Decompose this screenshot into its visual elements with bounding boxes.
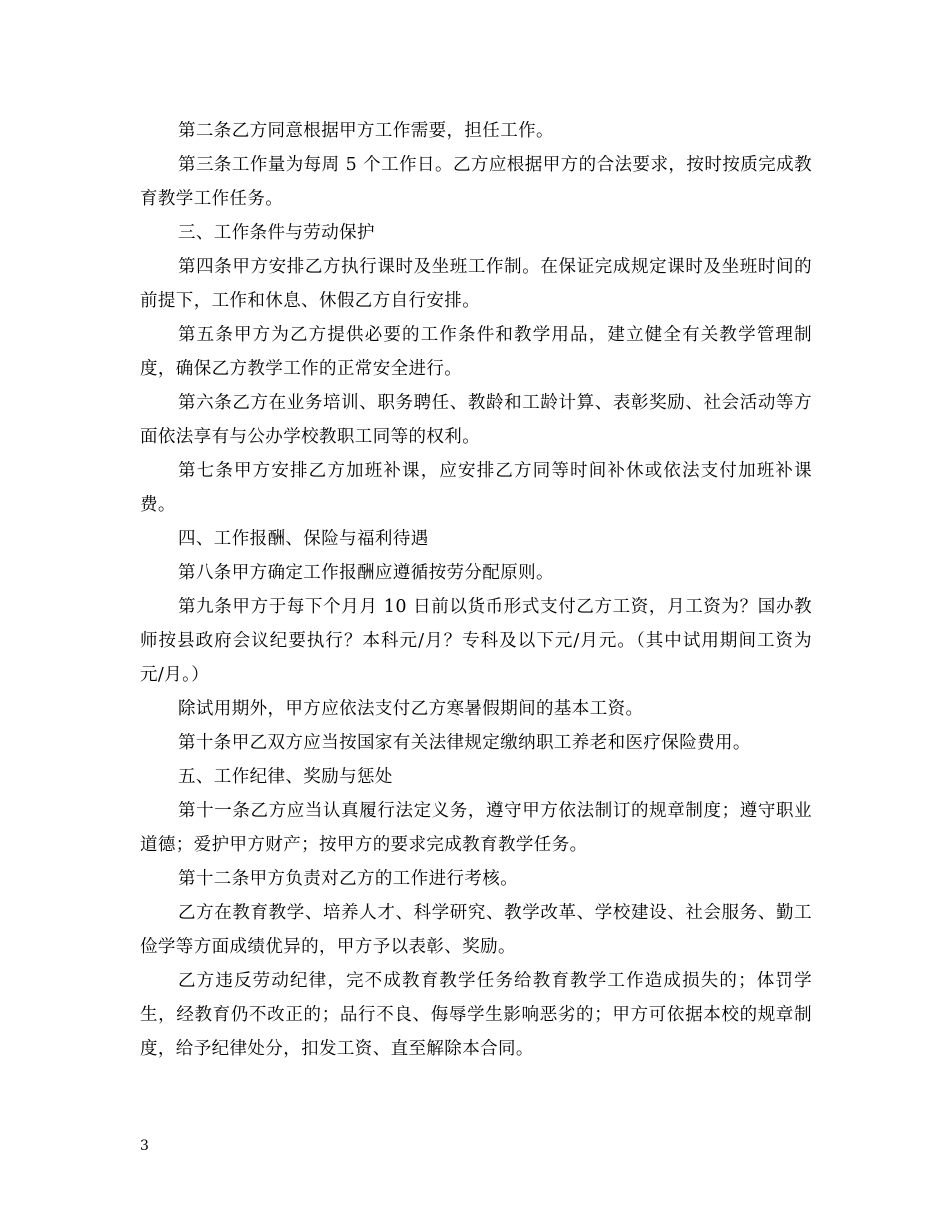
paragraph-article-11: 第十一条乙方应当认真履行法定义务，遵守甲方依法制订的规章制度；遵守职业道德；爱护甲方财产；按甲方的要求完成教育教学任务。 (140, 801, 812, 855)
paragraph-article-8: 第八条甲方确定工作报酬应遵循按劳分配原则。 (178, 563, 554, 583)
section-heading-4: 四、工作报酬、保险与福利待遇 (178, 529, 429, 549)
section-heading-3: 三、工作条件与劳动保护 (178, 223, 375, 243)
paragraph-article-12: 第十二条甲方负责对乙方的工作进行考核。 (178, 869, 519, 889)
paragraph-article-5: 第五条甲方为乙方提供必要的工作条件和教学用品，建立健全有关教学管理制度，确保乙方教学工作的正常安全进行。 (140, 325, 812, 379)
page-number: 3 (140, 1138, 149, 1154)
section-heading-5: 五、工作纪律、奖励与惩处 (178, 767, 393, 787)
paragraph-rewards: 乙方在教育教学、培养人才、科学研究、教学改革、学校建设、社会服务、勤工俭学等方面成绩优异的，甲方予以表彰、奖励。 (140, 903, 812, 957)
paragraph-discipline: 乙方违反劳动纪律，完不成教育教学任务给教育教学工作造成损失的；体罚学生，经教育仍不改正的；品行不良、侮辱学生影响恶劣的；甲方可依据本校的规章制度，给予纪律处分，扣发工资、直至解除本合同。 (140, 971, 812, 1059)
paragraph-vacation-pay: 除试用期外，甲方应依法支付乙方寒暑假期间的基本工资。 (178, 699, 644, 719)
paragraph-article-9: 第九条甲方于每下个月月 10 日前以货币形式支付乙方工资，月工资为？国办教师按县政府会议纪要执行？本科元/月？专科及以下元/月元。（其中试用期间工资为元/月。） (140, 597, 812, 685)
document-body (140, 114, 812, 1066)
paragraph-article-3: 第三条工作量为每周 5 个工作日。乙方应根据甲方的合法要求，按时按质完成教育教学工作任务。 (140, 155, 812, 209)
paragraph-article-2: 第二条乙方同意根据甲方工作需要，担任工作。 (178, 121, 554, 141)
paragraph-article-4: 第四条甲方安排乙方执行课时及坐班工作制。在保证完成规定课时及坐班时间的前提下，工作和休息、休假乙方自行安排。 (140, 257, 812, 311)
paragraph-article-10: 第十条甲乙双方应当按国家有关法律规定缴纳职工养老和医疗保险费用。 (178, 733, 751, 753)
paragraph-article-7: 第七条甲方安排乙方加班补课，应安排乙方同等时间补休或依法支付加班补课费。 (140, 461, 812, 515)
paragraph-article-6: 第六条乙方在业务培训、职务聘任、教龄和工龄计算、表彰奖励、社会活动等方面依法享有与公办学校教职工同等的权利。 (140, 393, 812, 447)
